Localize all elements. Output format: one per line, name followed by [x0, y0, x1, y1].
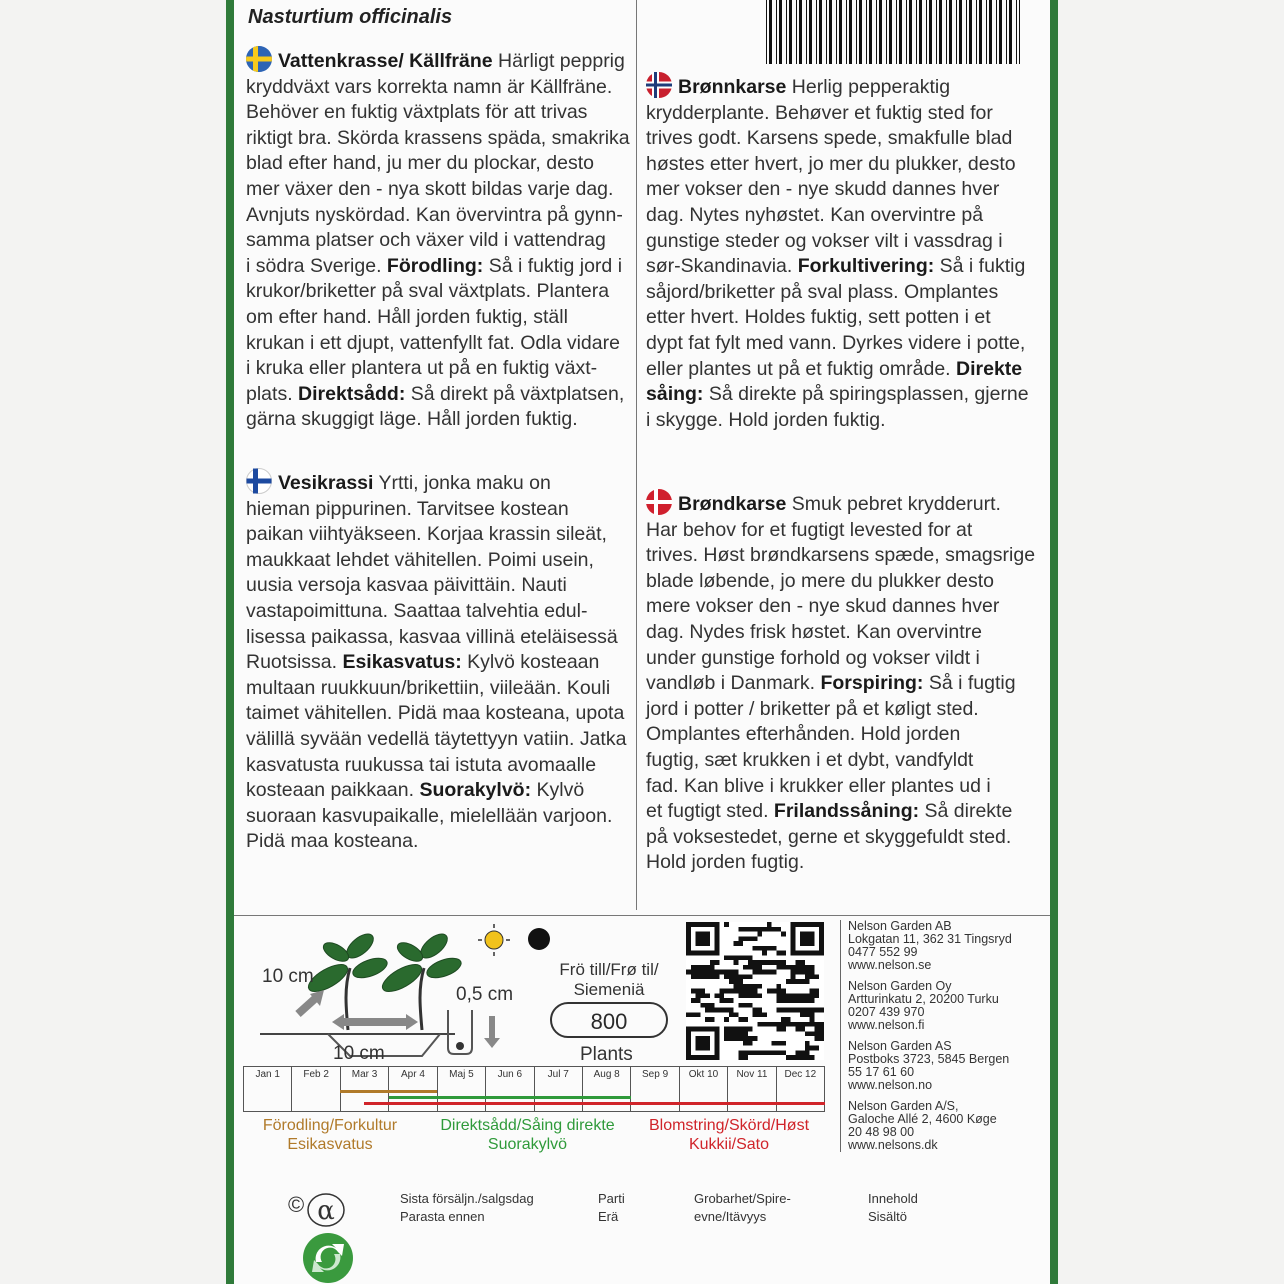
text-line: dag. Nytes nyhøstet. Kan overvintre på	[646, 203, 984, 226]
address-divider	[840, 920, 841, 1152]
text-line: Härligt pepprig	[492, 50, 625, 72]
legend-harvest	[636, 1116, 822, 1154]
calendar-month: Apr 4	[389, 1067, 437, 1111]
alpha-logo-icon	[306, 1192, 346, 1228]
text-line: trives godt. Karsens spede, smakfulle blad	[646, 127, 1013, 150]
legend-text: Suorakylvö	[487, 1136, 568, 1153]
text-line: Behöver en fuktig växtplats för att trivas	[246, 101, 588, 124]
section-finnish	[246, 468, 638, 855]
address-line: 0207 439 970	[848, 1005, 925, 1019]
footer-label-line: Sisältö	[868, 1209, 908, 1224]
section-title: Vesikrassi	[278, 472, 374, 494]
calendar-month: Dec 12	[784, 1069, 817, 1080]
barcode	[766, 0, 1020, 64]
svg-text:α: α	[317, 1196, 335, 1226]
text-line: i skygge. Hold jorden fuktig.	[646, 408, 886, 431]
text-line	[646, 671, 1046, 697]
text-line: Yrtti, jonka maku on	[373, 472, 551, 494]
text-line: jord i potter / briketter på et køligt sted.	[646, 697, 979, 720]
address-line: www.nelson.se	[848, 958, 932, 972]
text-fragment: vandløb i Danmark.	[646, 672, 821, 695]
text-line: blade løbende, jo mere du plukker desto	[646, 569, 994, 592]
calendar-month: Okt 10	[680, 1067, 728, 1111]
text-line	[246, 382, 638, 408]
sowing-depth-label: 0,5 cm	[456, 984, 514, 1005]
section-title: Brønnkarse	[678, 76, 787, 98]
bold-term: Esikasvatus:	[342, 651, 462, 674]
section-swedish	[246, 46, 638, 433]
calendar-month: Jan 1	[244, 1067, 292, 1111]
denmark-flag-icon	[646, 489, 672, 515]
text-fragment: Så direkt på växtplatsen,	[405, 382, 625, 405]
calendar-month: Mar 3	[341, 1067, 389, 1111]
legend-text: Blomstring/Skörd/Høst	[648, 1117, 810, 1134]
bold-term: Forspiring:	[820, 672, 924, 695]
legend-text: Kukkii/Sato	[688, 1136, 770, 1153]
legend-direct-sowing	[425, 1116, 630, 1154]
address-line: www.nelson.no	[848, 1078, 933, 1092]
text-line: fugtig, sæt krukken i et dybt, vandfyldt	[646, 748, 974, 771]
text-line: på voksestedet, gerne et skyggefuldt sted.	[646, 825, 1012, 848]
address-sweden	[848, 920, 1012, 972]
calendar-period-bar	[389, 1096, 632, 1099]
text-line: kasvatusta ruukussa tai istuta avomaalle	[246, 753, 597, 776]
text-line: Avnjuts nyskördad. Kan övervintra på gynn-	[246, 203, 623, 226]
legend-text: Direktsådd/Såing direkte	[440, 1117, 615, 1134]
text-fragment: eller plantes ut på et fuktig område.	[646, 357, 957, 380]
text-fragment: Så i fugtig	[923, 672, 1016, 695]
text-line: uusia versoja kasvaa päivittäin. Nauti	[246, 574, 567, 597]
address-line: Artturinkatu 2, 20200 Turku	[848, 992, 999, 1006]
calendar-month: Aug 8	[583, 1067, 631, 1111]
bold-term: Frilandssåning:	[773, 800, 920, 823]
text-line: såjord/briketter på sval plass. Omplantes	[646, 280, 999, 303]
text-line: krukan i ett djupt, vattenfyllt fat. Odla vidare	[246, 331, 620, 354]
plant-spacing-label: 10 cm	[333, 1043, 385, 1064]
text-fragment: i södra Sverige.	[246, 254, 387, 277]
calendar-period-bar	[364, 1102, 825, 1105]
text-fragment: Så direkte på spiringsplassen, gjerne	[703, 383, 1029, 406]
text-line	[646, 382, 1046, 408]
text-fragment: Så i fuktig	[934, 255, 1026, 278]
text-line: gunstige steder og vokser vilt i vassdrag i	[646, 229, 1003, 252]
text-line: fad. Kan blive i krukker eller plantes ud i	[646, 774, 991, 797]
text-line: maukkaat lehdet vähitellen. Poimi usein,	[246, 548, 594, 571]
text-fragment: Ruotsissa.	[246, 651, 343, 674]
footer-label-line: Erä	[598, 1209, 619, 1224]
bold-term: Direktsådd:	[298, 382, 406, 405]
address-line: Nelson Garden Oy	[848, 979, 952, 993]
text-line: riktigt bra. Skörda krassens späda, smakrika	[246, 126, 630, 149]
address-finland	[848, 980, 999, 1032]
footer-label-line: Innehold	[868, 1191, 918, 1206]
section-norwegian	[646, 72, 1046, 433]
text-line: Har behov for et fugtigt levested for at	[646, 518, 973, 541]
sweden-flag-icon	[246, 46, 272, 72]
footer-label-line: Grobarhet/Spire-	[694, 1191, 791, 1206]
text-fragment: et fugtigt sted.	[646, 800, 774, 823]
footer-label-line: Sista försäljn./salgsdag	[400, 1191, 534, 1206]
text-fragment: kosteaan paikkaan.	[246, 779, 420, 802]
bold-term: Forkultivering:	[797, 255, 935, 278]
address-line: Nelson Garden AS	[848, 1039, 952, 1053]
text-line: Hold jorden fugtig.	[646, 851, 805, 874]
text-fragment: Kylvö	[531, 779, 585, 802]
sowing-calendar	[243, 1066, 825, 1112]
section-danish	[646, 489, 1046, 876]
footer-label-line: Parti	[598, 1191, 625, 1206]
seed-count-heading	[548, 960, 670, 1000]
text-line: blad efter hand, ju mer du plockar, desto	[246, 152, 594, 175]
text-line: krukor/briketter på sval växtplats. Plantera	[246, 280, 610, 303]
text-fragment: Så i fuktig jord i	[483, 254, 623, 277]
bold-term: såing:	[646, 383, 704, 406]
shade-icon	[528, 928, 550, 950]
text-line	[246, 778, 638, 804]
text-line: Omplantes efterhånden. Hold jorden	[646, 723, 961, 746]
seed-count-value: 800	[550, 1002, 668, 1038]
text-line: Pidä maa kosteana.	[246, 830, 419, 853]
text-line: vastapoimittuna. Saattaa talvehtia edul-	[246, 599, 588, 622]
section-title: Vattenkrasse/ Källfräne	[278, 50, 493, 72]
address-line: Lokgatan 11, 362 31 Tingsryd	[848, 932, 1012, 946]
text-line: mer växer den - nya skott bildas varje dag.	[246, 177, 614, 200]
text-line: gärna skuggigt läge. Håll jorden fuktig.	[246, 408, 578, 431]
text-fragment: Kylvö kosteaan	[461, 651, 600, 674]
text-line: mer vokser den - nye skudd dannes hver	[646, 178, 1000, 201]
address-line: 55 17 61 60	[848, 1065, 915, 1079]
address-line: Postboks 3723, 5845 Bergen	[848, 1052, 1010, 1066]
finland-flag-icon	[246, 468, 272, 494]
bold-term: Direkte	[956, 357, 1023, 380]
batch-label	[598, 1190, 625, 1226]
seed-count-heading-line: Siemeniä	[573, 980, 645, 999]
calendar-month: Jun 6	[486, 1067, 534, 1111]
text-line: dag. Nydes frisk høstet. Kan overvintre	[646, 620, 982, 643]
calendar-month: Jul 7	[535, 1067, 583, 1111]
text-line: samma platser och växer vild i vattendrag	[246, 229, 606, 252]
qr-code	[686, 922, 824, 1060]
text-line	[646, 357, 1046, 383]
text-line: dypt fat fylt med vann. Dyrkes videre i potte,	[646, 331, 1026, 354]
text-line	[246, 254, 638, 280]
text-fragment: sør-Skandinavia.	[646, 255, 798, 278]
recycle-green-dot-icon	[302, 1232, 354, 1284]
text-line: lisessa paikassa, kasvaa villinä eteläisessä	[246, 625, 618, 648]
address-line: 20 48 98 00	[848, 1125, 915, 1139]
text-line: under gunstige forhold og vokser vildt i	[646, 646, 980, 669]
plant-height-label: 10 cm	[262, 966, 314, 987]
text-line	[646, 254, 1046, 280]
address-line: 0477 552 99	[848, 945, 918, 959]
text-line: i kruka eller plantera ut på en fuktig växt-	[246, 357, 598, 380]
address-line: Galoche Allé 2, 4600 Køge	[848, 1112, 997, 1126]
text-line: hieman pippurinen. Tarvitsee kostean	[246, 497, 569, 520]
copyright-symbol: ©	[288, 1192, 305, 1217]
text-line: paikan viihtyäkseen. Korjaa krassin sileät,	[246, 523, 607, 546]
text-line: Smuk pebret krydderurt.	[786, 493, 1001, 515]
calendar-month: Nov 11	[728, 1067, 776, 1111]
text-line: mere vokser den - nye skud dannes hver	[646, 595, 1000, 618]
address-line: Nelson Garden AB	[848, 919, 952, 933]
address-line: Nelson Garden A/S,	[848, 1099, 959, 1113]
text-fragment: plats.	[246, 382, 299, 405]
germination-label	[694, 1190, 791, 1226]
text-line: Herlig pepperaktig	[786, 76, 951, 98]
bold-term: Förodling:	[386, 254, 484, 277]
calendar-month: Feb 2	[292, 1067, 340, 1111]
seed-count-unit: Plants	[580, 1044, 633, 1065]
text-line: taimet vähitellen. Pidä maa kosteana, upota	[246, 702, 625, 725]
seed-count-heading-line: Frö till/Frø til/	[559, 960, 659, 979]
address-norway	[848, 1040, 1009, 1092]
text-line: trives. Høst brøndkarsens spæde, smagsrige	[646, 544, 1036, 567]
scientific-name: Nasturtium officinalis	[248, 6, 453, 28]
legend-text: Förodling/Forkultur	[262, 1117, 398, 1134]
text-line: välillä syvään vedellä täytettyyn vatiin. Jatka	[246, 727, 627, 750]
address-line: www.nelsons.dk	[848, 1138, 938, 1152]
footer-label-line: Parasta ennen	[400, 1209, 485, 1224]
text-line	[646, 799, 1046, 825]
calendar-period-bar	[340, 1090, 437, 1093]
text-line: om efter hand. Håll jorden fuktig, ställ	[246, 305, 568, 328]
text-line	[246, 650, 638, 676]
legend-text: Esikasvatus	[287, 1136, 373, 1153]
content-label	[868, 1190, 918, 1226]
text-line: suoraan kasvupaikalle, mielellään varjoon.	[246, 804, 613, 827]
section-divider	[234, 915, 1050, 916]
text-line: kryddväxt vars korrekta namn är Källfräne.	[246, 75, 613, 98]
text-fragment: Så direkte	[919, 800, 1013, 823]
calendar-month: Sep 9	[631, 1067, 679, 1111]
text-line: multaan ruukkuun/brikettiin, viileään. Kouli	[246, 676, 611, 699]
legend-preculture	[250, 1116, 410, 1154]
norway-flag-icon	[646, 72, 672, 98]
text-line: etter hvert. Holdes fuktig, sett potten i et	[646, 306, 991, 329]
section-title: Brøndkarse	[678, 493, 787, 515]
footer-label-line: evne/Itävyys	[694, 1209, 767, 1224]
text-line: høstes etter hvert, jo mer du plukker, desto	[646, 152, 1016, 175]
calendar-month: Maj 5	[438, 1067, 486, 1111]
bold-term: Suorakylvö:	[419, 779, 532, 802]
text-line: krydderplante. Behøver et fuktig sted for	[646, 101, 993, 124]
address-line: www.nelson.fi	[848, 1018, 925, 1032]
address-denmark	[848, 1100, 997, 1152]
last-sale-date-label	[400, 1190, 534, 1226]
